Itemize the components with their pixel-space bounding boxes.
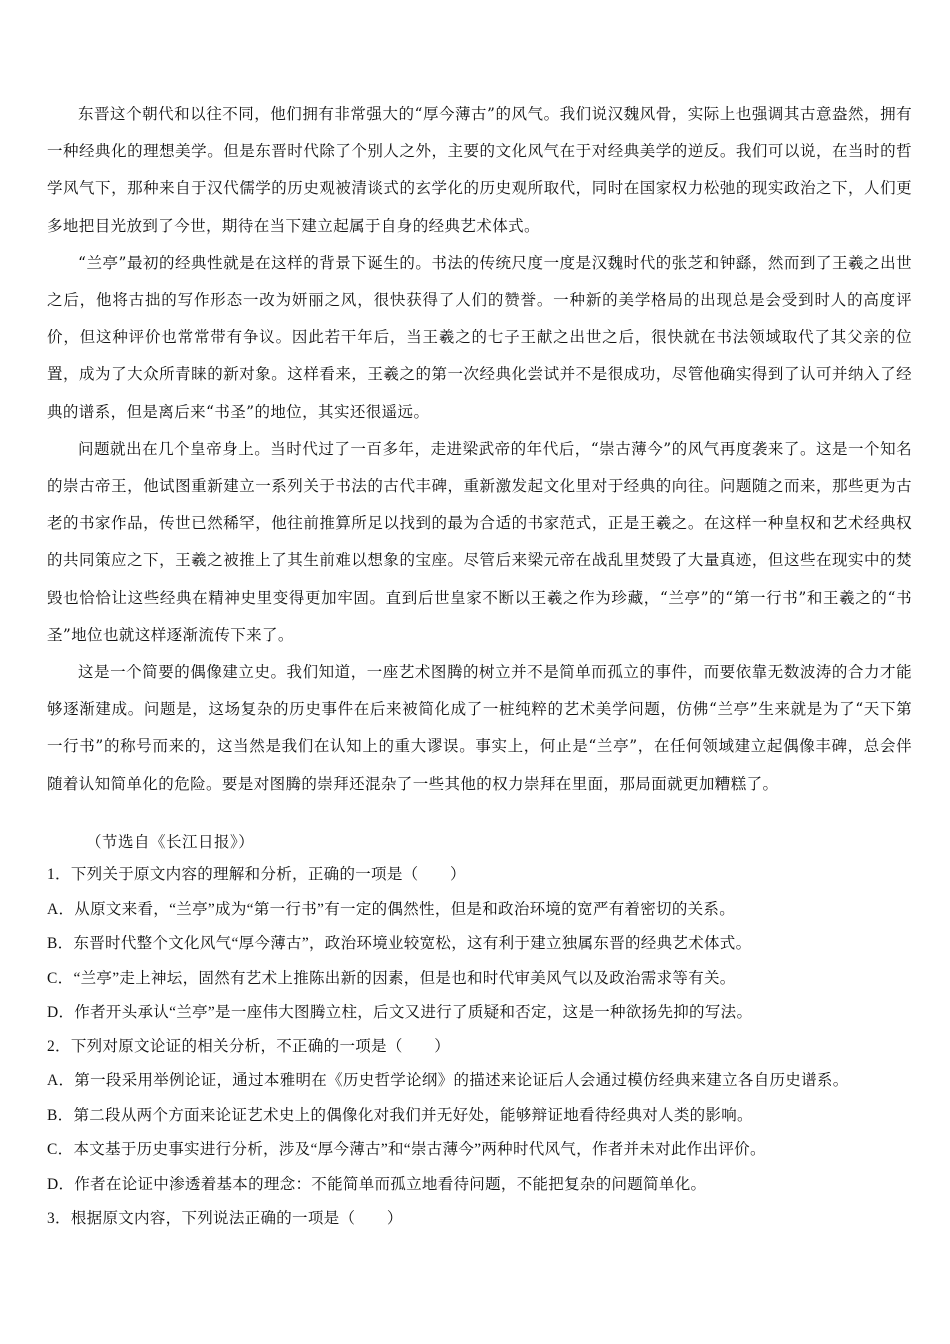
- passage-source: （节选自《长江日报》）: [86, 834, 255, 851]
- question-2-option-c: C．本文基于历史事实进行分析，涉及“厚今薄古”和“崇古薄今”两种时代风气，作者并未对此作出评价。: [47, 1141, 766, 1158]
- question-1-option-b: B．东晋时代整个文化风气“厚今薄古”，政治环境业较宽松，这有利于建立独属东晋的经典艺术体式。: [47, 935, 752, 952]
- passage-paragraph-3: 问题就出在几个皇帝身上。当时代过了一百多年，走进梁武帝的年代后，“崇古薄今”的风气再度袭来了。这是一个知名的崇古帝王，他试图重新建立一系列关于书法的古代丰碑，重新激发起文化里对于经典的向往。问题随之而来，那些更为古老的书家作品，传世已然稀罕，他往前推算所足以找到的最为合适的书家范式，正是王羲之。在这样一种皇权和艺术经典权的共同策应之下，王羲之被推上了其生前难以想象的宝座。尽管后来梁元帝在战乱里焚毁了大量真迹，但这些在现实中的焚毁也恰恰让这些经典在精神史里变得更加牢固。直到后世皇家不断以王羲之作为珍藏，“兰亭”的“第一行书”和王羲之的“书圣”地位也就这样逐渐流传下来了。: [47, 439, 912, 644]
- question-2-option-b: B．第二段从两个方面来论证艺术史上的偶像化对我们并无好处，能够辩证地看待经典对人类的影响。: [47, 1107, 753, 1124]
- question-2-stem: 2．下列对原文论证的相关分析，不正确的一项是（ ）: [47, 1038, 451, 1055]
- passage-paragraph-2: “兰亭”最初的经典性就是在这样的背景下诞生的。书法的传统尺度一度是汉魏时代的张芝和钟繇，然而到了王羲之出世之后，他将古拙的写作形态一改为妍丽之风，很快获得了人们的赞誉。一种新的美学格局的出现总是会受到时人的高度评价，但这种评价也常常带有争议。因此若干年后，当王羲之的七子王献之出世之后，很快就在书法领域取代了其父亲的位置，成为了大众所青睐的新对象。这样看来，王羲之的第一次经典化尝试并不是很成功，尽管他确实得到了认可并纳入了经典的谱系，但是离后来“书圣”的地位，其实还很遥远。: [47, 253, 912, 421]
- question-3-stem: 3．根据原文内容，下列说法正确的一项是（ ）: [47, 1210, 403, 1227]
- question-1-option-c: C．“兰亭”走上神坛，固然有艺术上推陈出新的因素，但是也和时代审美风气以及政治需求等有关。: [47, 970, 736, 987]
- question-2-option-a: A．第一段采用举例论证，通过本雅明在《历史哲学论纲》的描述来论证后人会通过模仿经典来建立各自历史谱系。: [47, 1072, 849, 1089]
- passage-paragraph-1: 东晋这个朝代和以往不同，他们拥有非常强大的“厚今薄古”的风气。我们说汉魏风骨，实际上也强调其古意盎然，拥有一种经典化的理想美学。但是东晋时代除了个别人之外，主要的文化风气在于对经典美学的逆反。我们可以说，在当时的哲学风气下，那种来自于汉代儒学的历史观被清谈式的玄学化的历史观所取代，同时在国家权力松弛的现实政治之下，人们更多地把目光放到了今世，期待在当下建立起属于自身的经典艺术体式。: [47, 105, 912, 235]
- question-1-stem: 1．下列关于原文内容的理解和分析，正确的一项是（ ）: [47, 866, 466, 883]
- reading-passage: [47, 96, 912, 803]
- question-1-option-a: A．从原文来看，“兰亭”成为“第一行书”有一定的偶然性，但是和政治环境的宽严有着密切的关系。: [47, 901, 736, 918]
- question-2-option-d: D．作者在论证中渗透着基本的理念：不能简单而孤立地看待问题，不能把复杂的问题简单化。: [47, 1176, 707, 1193]
- passage-paragraph-4: 这是一个简要的偶像建立史。我们知道，一座艺术图腾的树立并不是简单而孤立的事件，而要依靠无数波涛的合力才能够逐渐建成。问题是，这场复杂的历史事件在后来被简化成了一桩纯粹的艺术美学问题，仿佛“兰亭”生来就是为了“天下第一行书”的称号而来的，这当然是我们在认知上的重大谬误。事实上，何止是“兰亭”，在任何领域建立起偶像丰碑，总会伴随着认知简单化的危险。要是对图腾的崇拜还混杂了一些其他的权力崇拜在里面，那局面就更加糟糕了。: [47, 663, 912, 793]
- question-1-option-d: D．作者开头承认“兰亭”是一座伟大图腾立柱，后文又进行了质疑和否定，这是一种欲扬先抑的写法。: [47, 1004, 753, 1021]
